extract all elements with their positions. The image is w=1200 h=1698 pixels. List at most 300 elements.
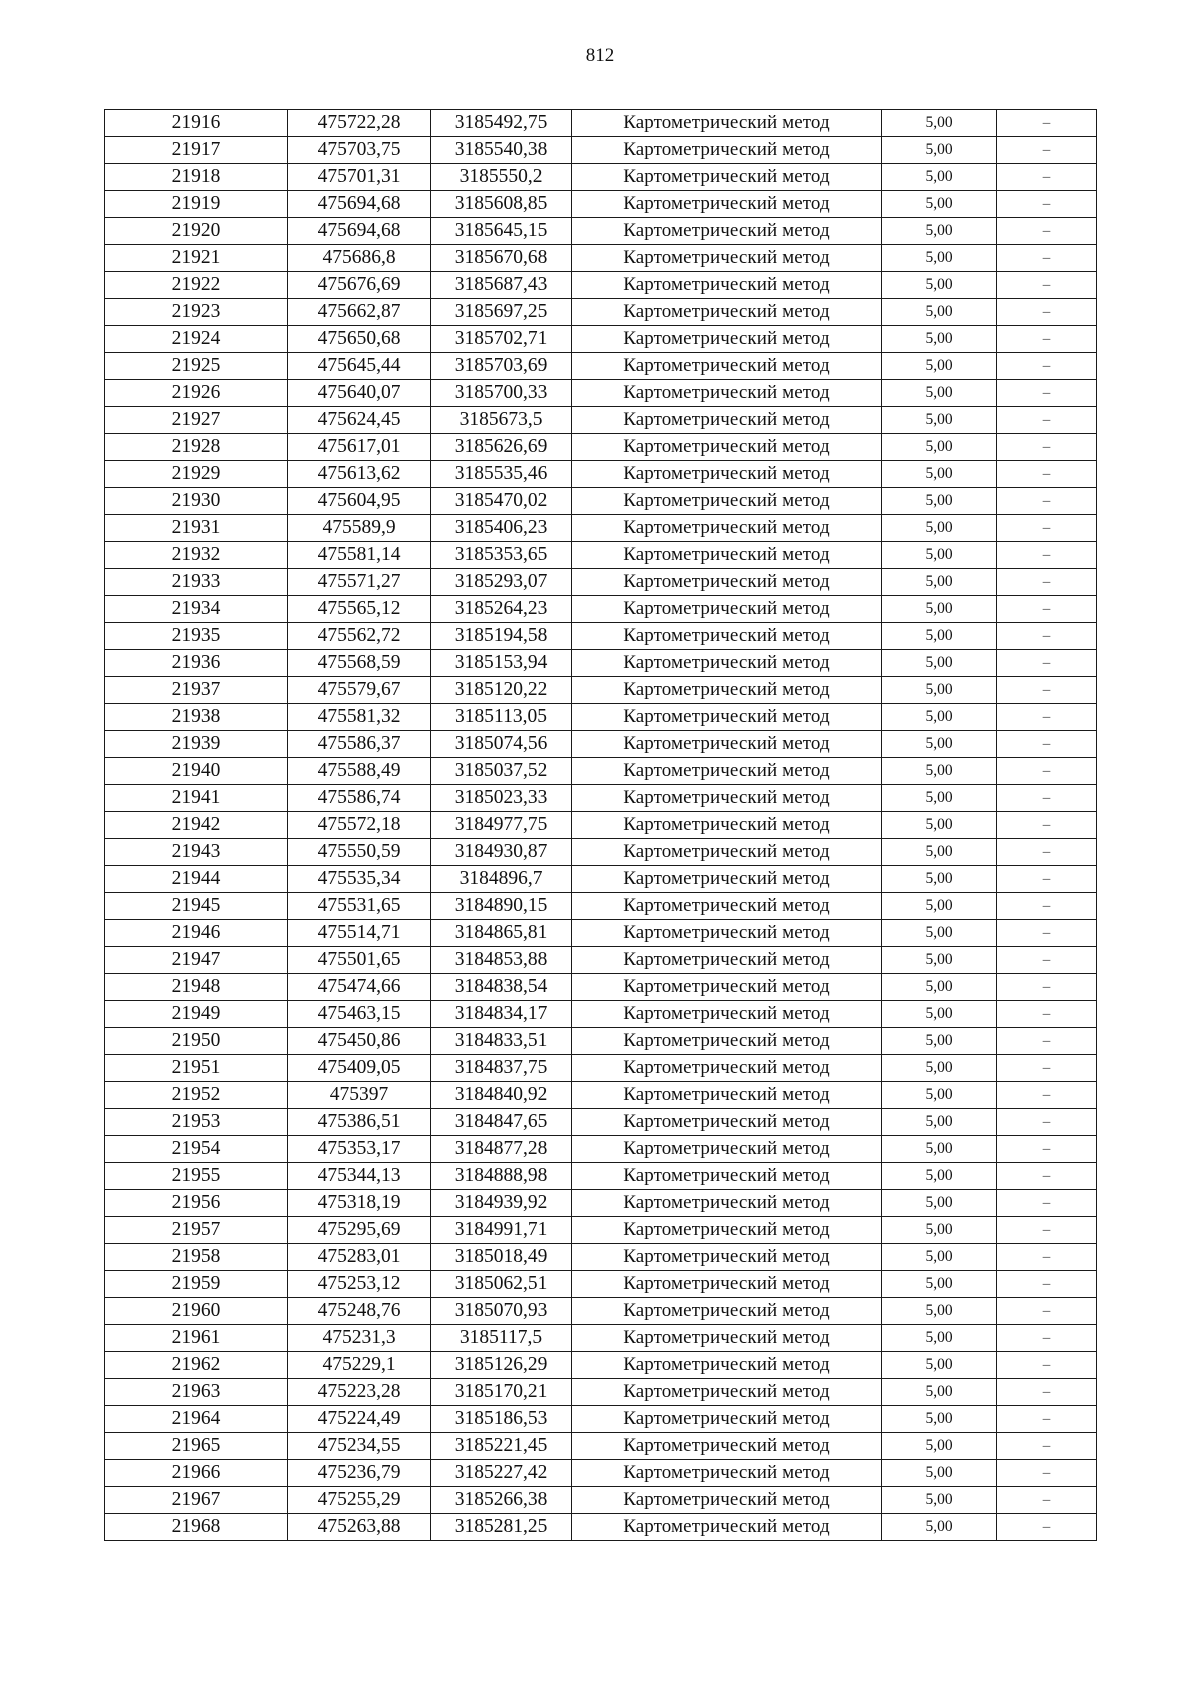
- x-coordinate-cell: 475686,8: [288, 245, 431, 272]
- x-coordinate-cell: 475645,44: [288, 353, 431, 380]
- point-number-cell: 21920: [105, 218, 288, 245]
- x-coordinate-cell: 475223,28: [288, 1379, 431, 1406]
- y-coordinate-cell: 3184847,65: [431, 1109, 572, 1136]
- note-cell: –: [997, 1028, 1097, 1055]
- table-row: [105, 1190, 1097, 1217]
- method-cell: Картометрический метод: [572, 1325, 882, 1352]
- point-number-cell: 21939: [105, 731, 288, 758]
- point-number-cell: 21925: [105, 353, 288, 380]
- accuracy-cell: 5,00: [882, 1514, 997, 1541]
- table-row: [105, 218, 1097, 245]
- x-coordinate-cell: 475581,32: [288, 704, 431, 731]
- point-number-cell: 21936: [105, 650, 288, 677]
- x-coordinate-cell: 475586,74: [288, 785, 431, 812]
- note-cell: –: [997, 434, 1097, 461]
- note-cell: –: [997, 1379, 1097, 1406]
- y-coordinate-cell: 3185492,75: [431, 110, 572, 137]
- table-row: [105, 947, 1097, 974]
- table-row: [105, 1028, 1097, 1055]
- y-coordinate-cell: 3185353,65: [431, 542, 572, 569]
- method-cell: Картометрический метод: [572, 1109, 882, 1136]
- x-coordinate-cell: 475572,18: [288, 812, 431, 839]
- x-coordinate-cell: 475463,15: [288, 1001, 431, 1028]
- x-coordinate-cell: 475295,69: [288, 1217, 431, 1244]
- y-coordinate-cell: 3185074,56: [431, 731, 572, 758]
- note-cell: –: [997, 1352, 1097, 1379]
- x-coordinate-cell: 475640,07: [288, 380, 431, 407]
- point-number-cell: 21964: [105, 1406, 288, 1433]
- method-cell: Картометрический метод: [572, 299, 882, 326]
- accuracy-cell: 5,00: [882, 1244, 997, 1271]
- note-cell: –: [997, 839, 1097, 866]
- accuracy-cell: 5,00: [882, 812, 997, 839]
- point-number-cell: 21931: [105, 515, 288, 542]
- point-number-cell: 21923: [105, 299, 288, 326]
- method-cell: Картометрический метод: [572, 812, 882, 839]
- note-cell: –: [997, 893, 1097, 920]
- accuracy-cell: 5,00: [882, 245, 997, 272]
- method-cell: Картометрический метод: [572, 704, 882, 731]
- method-cell: Картометрический метод: [572, 1379, 882, 1406]
- accuracy-cell: 5,00: [882, 1325, 997, 1352]
- method-cell: Картометрический метод: [572, 488, 882, 515]
- accuracy-cell: 5,00: [882, 1082, 997, 1109]
- table-row: [105, 461, 1097, 488]
- method-cell: Картометрический метод: [572, 650, 882, 677]
- table-row: [105, 110, 1097, 137]
- note-cell: –: [997, 461, 1097, 488]
- table-row: [105, 866, 1097, 893]
- note-cell: –: [997, 704, 1097, 731]
- y-coordinate-cell: 3185062,51: [431, 1271, 572, 1298]
- table-row: [105, 758, 1097, 785]
- point-number-cell: 21941: [105, 785, 288, 812]
- note-cell: –: [997, 1433, 1097, 1460]
- note-cell: –: [997, 1460, 1097, 1487]
- y-coordinate-cell: 3184877,28: [431, 1136, 572, 1163]
- accuracy-cell: 5,00: [882, 1163, 997, 1190]
- x-coordinate-cell: 475318,19: [288, 1190, 431, 1217]
- point-number-cell: 21934: [105, 596, 288, 623]
- point-number-cell: 21953: [105, 1109, 288, 1136]
- point-number-cell: 21943: [105, 839, 288, 866]
- x-coordinate-cell: 475474,66: [288, 974, 431, 1001]
- note-cell: –: [997, 164, 1097, 191]
- method-cell: Картометрический метод: [572, 1271, 882, 1298]
- y-coordinate-cell: 3185293,07: [431, 569, 572, 596]
- accuracy-cell: 5,00: [882, 1217, 997, 1244]
- table-row: [105, 596, 1097, 623]
- x-coordinate-cell: 475579,67: [288, 677, 431, 704]
- x-coordinate-cell: 475694,68: [288, 191, 431, 218]
- point-number-cell: 21963: [105, 1379, 288, 1406]
- x-coordinate-cell: 475236,79: [288, 1460, 431, 1487]
- x-coordinate-cell: 475617,01: [288, 434, 431, 461]
- accuracy-cell: 5,00: [882, 623, 997, 650]
- x-coordinate-cell: 475344,13: [288, 1163, 431, 1190]
- method-cell: Картометрический метод: [572, 110, 882, 137]
- table-row: [105, 191, 1097, 218]
- table-row: [105, 515, 1097, 542]
- y-coordinate-cell: 3185626,69: [431, 434, 572, 461]
- table-row: [105, 137, 1097, 164]
- method-cell: Картометрический метод: [572, 542, 882, 569]
- point-number-cell: 21961: [105, 1325, 288, 1352]
- x-coordinate-cell: 475604,95: [288, 488, 431, 515]
- y-coordinate-cell: 3184833,51: [431, 1028, 572, 1055]
- note-cell: –: [997, 731, 1097, 758]
- x-coordinate-cell: 475255,29: [288, 1487, 431, 1514]
- note-cell: –: [997, 1163, 1097, 1190]
- table-row: [105, 1433, 1097, 1460]
- point-number-cell: 21956: [105, 1190, 288, 1217]
- y-coordinate-cell: 3184853,88: [431, 947, 572, 974]
- method-cell: Картометрический метод: [572, 1055, 882, 1082]
- accuracy-cell: 5,00: [882, 164, 997, 191]
- note-cell: –: [997, 218, 1097, 245]
- y-coordinate-cell: 3185406,23: [431, 515, 572, 542]
- point-number-cell: 21967: [105, 1487, 288, 1514]
- point-number-cell: 21935: [105, 623, 288, 650]
- note-cell: –: [997, 596, 1097, 623]
- note-cell: –: [997, 191, 1097, 218]
- method-cell: Картометрический метод: [572, 623, 882, 650]
- method-cell: Картометрический метод: [572, 1082, 882, 1109]
- y-coordinate-cell: 3185018,49: [431, 1244, 572, 1271]
- note-cell: –: [997, 299, 1097, 326]
- y-coordinate-cell: 3185670,68: [431, 245, 572, 272]
- method-cell: Картометрический метод: [572, 785, 882, 812]
- accuracy-cell: 5,00: [882, 1001, 997, 1028]
- method-cell: Картометрический метод: [572, 1433, 882, 1460]
- table-row: [105, 1217, 1097, 1244]
- accuracy-cell: 5,00: [882, 1055, 997, 1082]
- x-coordinate-cell: 475722,28: [288, 110, 431, 137]
- note-cell: –: [997, 974, 1097, 1001]
- method-cell: Картометрический метод: [572, 731, 882, 758]
- y-coordinate-cell: 3185194,58: [431, 623, 572, 650]
- accuracy-cell: 5,00: [882, 839, 997, 866]
- table-row: [105, 164, 1097, 191]
- note-cell: –: [997, 380, 1097, 407]
- x-coordinate-cell: 475535,34: [288, 866, 431, 893]
- y-coordinate-cell: 3185126,29: [431, 1352, 572, 1379]
- accuracy-cell: 5,00: [882, 596, 997, 623]
- table-row: [105, 1406, 1097, 1433]
- y-coordinate-cell: 3185535,46: [431, 461, 572, 488]
- note-cell: –: [997, 110, 1097, 137]
- accuracy-cell: 5,00: [882, 299, 997, 326]
- point-number-cell: 21948: [105, 974, 288, 1001]
- accuracy-cell: 5,00: [882, 461, 997, 488]
- point-number-cell: 21946: [105, 920, 288, 947]
- table-row: [105, 1298, 1097, 1325]
- note-cell: –: [997, 1190, 1097, 1217]
- accuracy-cell: 5,00: [882, 1298, 997, 1325]
- table-row: [105, 1325, 1097, 1352]
- note-cell: –: [997, 1514, 1097, 1541]
- y-coordinate-cell: 3185703,69: [431, 353, 572, 380]
- x-coordinate-cell: 475253,12: [288, 1271, 431, 1298]
- point-number-cell: 21951: [105, 1055, 288, 1082]
- point-number-cell: 21937: [105, 677, 288, 704]
- accuracy-cell: 5,00: [882, 380, 997, 407]
- note-cell: –: [997, 1298, 1097, 1325]
- method-cell: Картометрический метод: [572, 596, 882, 623]
- accuracy-cell: 5,00: [882, 650, 997, 677]
- accuracy-cell: 5,00: [882, 1460, 997, 1487]
- note-cell: –: [997, 1406, 1097, 1433]
- note-cell: –: [997, 1109, 1097, 1136]
- table-row: [105, 299, 1097, 326]
- method-cell: Картометрический метод: [572, 164, 882, 191]
- table-row: [105, 650, 1097, 677]
- note-cell: –: [997, 1244, 1097, 1271]
- method-cell: Картометрический метод: [572, 1298, 882, 1325]
- x-coordinate-cell: 475568,59: [288, 650, 431, 677]
- table-row: [105, 569, 1097, 596]
- y-coordinate-cell: 3184888,98: [431, 1163, 572, 1190]
- method-cell: Картометрический метод: [572, 1136, 882, 1163]
- table-row: [105, 1379, 1097, 1406]
- x-coordinate-cell: 475263,88: [288, 1514, 431, 1541]
- method-cell: Картометрический метод: [572, 839, 882, 866]
- note-cell: –: [997, 1136, 1097, 1163]
- y-coordinate-cell: 3185170,21: [431, 1379, 572, 1406]
- y-coordinate-cell: 3185120,22: [431, 677, 572, 704]
- accuracy-cell: 5,00: [882, 974, 997, 1001]
- y-coordinate-cell: 3185697,25: [431, 299, 572, 326]
- point-number-cell: 21960: [105, 1298, 288, 1325]
- accuracy-cell: 5,00: [882, 1028, 997, 1055]
- note-cell: –: [997, 758, 1097, 785]
- note-cell: –: [997, 137, 1097, 164]
- x-coordinate-cell: 475562,72: [288, 623, 431, 650]
- note-cell: –: [997, 920, 1097, 947]
- table-row: [105, 1082, 1097, 1109]
- x-coordinate-cell: 475581,14: [288, 542, 431, 569]
- accuracy-cell: 5,00: [882, 407, 997, 434]
- point-number-cell: 21952: [105, 1082, 288, 1109]
- x-coordinate-cell: 475450,86: [288, 1028, 431, 1055]
- x-coordinate-cell: 475701,31: [288, 164, 431, 191]
- table-row: [105, 1352, 1097, 1379]
- x-coordinate-cell: 475283,01: [288, 1244, 431, 1271]
- note-cell: –: [997, 785, 1097, 812]
- x-coordinate-cell: 475501,65: [288, 947, 431, 974]
- x-coordinate-cell: 475613,62: [288, 461, 431, 488]
- x-coordinate-cell: 475565,12: [288, 596, 431, 623]
- y-coordinate-cell: 3184977,75: [431, 812, 572, 839]
- note-cell: –: [997, 569, 1097, 596]
- point-number-cell: 21965: [105, 1433, 288, 1460]
- table-row: [105, 1271, 1097, 1298]
- point-number-cell: 21957: [105, 1217, 288, 1244]
- point-number-cell: 21928: [105, 434, 288, 461]
- table-row: [105, 812, 1097, 839]
- accuracy-cell: 5,00: [882, 758, 997, 785]
- x-coordinate-cell: 475224,49: [288, 1406, 431, 1433]
- method-cell: Картометрический метод: [572, 380, 882, 407]
- point-number-cell: 21929: [105, 461, 288, 488]
- x-coordinate-cell: 475676,69: [288, 272, 431, 299]
- point-number-cell: 21917: [105, 137, 288, 164]
- x-coordinate-cell: 475353,17: [288, 1136, 431, 1163]
- table-row: [105, 353, 1097, 380]
- accuracy-cell: 5,00: [882, 569, 997, 596]
- accuracy-cell: 5,00: [882, 1190, 997, 1217]
- x-coordinate-cell: 475650,68: [288, 326, 431, 353]
- point-number-cell: 21942: [105, 812, 288, 839]
- point-number-cell: 21947: [105, 947, 288, 974]
- accuracy-cell: 5,00: [882, 434, 997, 461]
- y-coordinate-cell: 3184890,15: [431, 893, 572, 920]
- table-row: [105, 542, 1097, 569]
- y-coordinate-cell: 3184865,81: [431, 920, 572, 947]
- method-cell: Картометрический метод: [572, 434, 882, 461]
- table-row: [105, 623, 1097, 650]
- method-cell: Картометрический метод: [572, 191, 882, 218]
- point-number-cell: 21940: [105, 758, 288, 785]
- method-cell: Картометрический метод: [572, 893, 882, 920]
- y-coordinate-cell: 3185186,53: [431, 1406, 572, 1433]
- note-cell: –: [997, 677, 1097, 704]
- x-coordinate-cell: 475386,51: [288, 1109, 431, 1136]
- note-cell: –: [997, 407, 1097, 434]
- y-coordinate-cell: 3184840,92: [431, 1082, 572, 1109]
- table-row: [105, 1136, 1097, 1163]
- accuracy-cell: 5,00: [882, 893, 997, 920]
- accuracy-cell: 5,00: [882, 272, 997, 299]
- method-cell: Картометрический метод: [572, 326, 882, 353]
- y-coordinate-cell: 3185221,45: [431, 1433, 572, 1460]
- note-cell: –: [997, 1325, 1097, 1352]
- method-cell: Картометрический метод: [572, 947, 882, 974]
- point-number-cell: 21958: [105, 1244, 288, 1271]
- accuracy-cell: 5,00: [882, 1406, 997, 1433]
- table-row: [105, 1514, 1097, 1541]
- accuracy-cell: 5,00: [882, 1352, 997, 1379]
- method-cell: Картометрический метод: [572, 218, 882, 245]
- point-number-cell: 21966: [105, 1460, 288, 1487]
- point-number-cell: 21949: [105, 1001, 288, 1028]
- y-coordinate-cell: 3184838,54: [431, 974, 572, 1001]
- accuracy-cell: 5,00: [882, 1136, 997, 1163]
- y-coordinate-cell: 3185037,52: [431, 758, 572, 785]
- point-number-cell: 21955: [105, 1163, 288, 1190]
- point-number-cell: 21950: [105, 1028, 288, 1055]
- table-row: [105, 1109, 1097, 1136]
- method-cell: Картометрический метод: [572, 1487, 882, 1514]
- table-row: [105, 920, 1097, 947]
- x-coordinate-cell: 475703,75: [288, 137, 431, 164]
- note-cell: –: [997, 353, 1097, 380]
- x-coordinate-cell: 475409,05: [288, 1055, 431, 1082]
- accuracy-cell: 5,00: [882, 1271, 997, 1298]
- method-cell: Картометрический метод: [572, 677, 882, 704]
- page-number: 812: [585, 45, 615, 66]
- note-cell: –: [997, 812, 1097, 839]
- accuracy-cell: 5,00: [882, 515, 997, 542]
- accuracy-cell: 5,00: [882, 218, 997, 245]
- accuracy-cell: 5,00: [882, 326, 997, 353]
- table-row: [105, 974, 1097, 1001]
- point-number-cell: 21922: [105, 272, 288, 299]
- table-row: [105, 1460, 1097, 1487]
- x-coordinate-cell: 475624,45: [288, 407, 431, 434]
- table-row: [105, 434, 1097, 461]
- method-cell: Картометрический метод: [572, 1460, 882, 1487]
- point-number-cell: 21918: [105, 164, 288, 191]
- table-row: [105, 407, 1097, 434]
- method-cell: Картометрический метод: [572, 461, 882, 488]
- table-row: [105, 785, 1097, 812]
- method-cell: Картометрический метод: [572, 758, 882, 785]
- y-coordinate-cell: 3184834,17: [431, 1001, 572, 1028]
- table-row: [105, 245, 1097, 272]
- x-coordinate-cell: 475589,9: [288, 515, 431, 542]
- note-cell: –: [997, 1271, 1097, 1298]
- accuracy-cell: 5,00: [882, 866, 997, 893]
- accuracy-cell: 5,00: [882, 137, 997, 164]
- accuracy-cell: 5,00: [882, 542, 997, 569]
- accuracy-cell: 5,00: [882, 785, 997, 812]
- table-row: [105, 1487, 1097, 1514]
- y-coordinate-cell: 3184896,7: [431, 866, 572, 893]
- method-cell: Картометрический метод: [572, 137, 882, 164]
- x-coordinate-cell: 475588,49: [288, 758, 431, 785]
- method-cell: Картометрический метод: [572, 1514, 882, 1541]
- y-coordinate-cell: 3185023,33: [431, 785, 572, 812]
- x-coordinate-cell: 475586,37: [288, 731, 431, 758]
- accuracy-cell: 5,00: [882, 353, 997, 380]
- y-coordinate-cell: 3185645,15: [431, 218, 572, 245]
- x-coordinate-cell: 475550,59: [288, 839, 431, 866]
- y-coordinate-cell: 3185264,23: [431, 596, 572, 623]
- table-row: [105, 1244, 1097, 1271]
- y-coordinate-cell: 3185470,02: [431, 488, 572, 515]
- coordinates-table-body: [105, 110, 1097, 1541]
- x-coordinate-cell: 475694,68: [288, 218, 431, 245]
- x-coordinate-cell: 475514,71: [288, 920, 431, 947]
- x-coordinate-cell: 475397: [288, 1082, 431, 1109]
- point-number-cell: 21962: [105, 1352, 288, 1379]
- table-row: [105, 380, 1097, 407]
- method-cell: Картометрический метод: [572, 974, 882, 1001]
- coordinates-table: [104, 109, 1097, 1541]
- note-cell: –: [997, 245, 1097, 272]
- method-cell: Картометрический метод: [572, 1028, 882, 1055]
- x-coordinate-cell: 475234,55: [288, 1433, 431, 1460]
- x-coordinate-cell: 475229,1: [288, 1352, 431, 1379]
- point-number-cell: 21954: [105, 1136, 288, 1163]
- y-coordinate-cell: 3185550,2: [431, 164, 572, 191]
- accuracy-cell: 5,00: [882, 1433, 997, 1460]
- y-coordinate-cell: 3185117,5: [431, 1325, 572, 1352]
- note-cell: –: [997, 515, 1097, 542]
- point-number-cell: 21932: [105, 542, 288, 569]
- note-cell: –: [997, 272, 1097, 299]
- y-coordinate-cell: 3185687,43: [431, 272, 572, 299]
- note-cell: –: [997, 542, 1097, 569]
- point-number-cell: 21919: [105, 191, 288, 218]
- method-cell: Картометрический метод: [572, 245, 882, 272]
- accuracy-cell: 5,00: [882, 731, 997, 758]
- point-number-cell: 21916: [105, 110, 288, 137]
- point-number-cell: 21938: [105, 704, 288, 731]
- method-cell: Картометрический метод: [572, 1190, 882, 1217]
- method-cell: Картометрический метод: [572, 1217, 882, 1244]
